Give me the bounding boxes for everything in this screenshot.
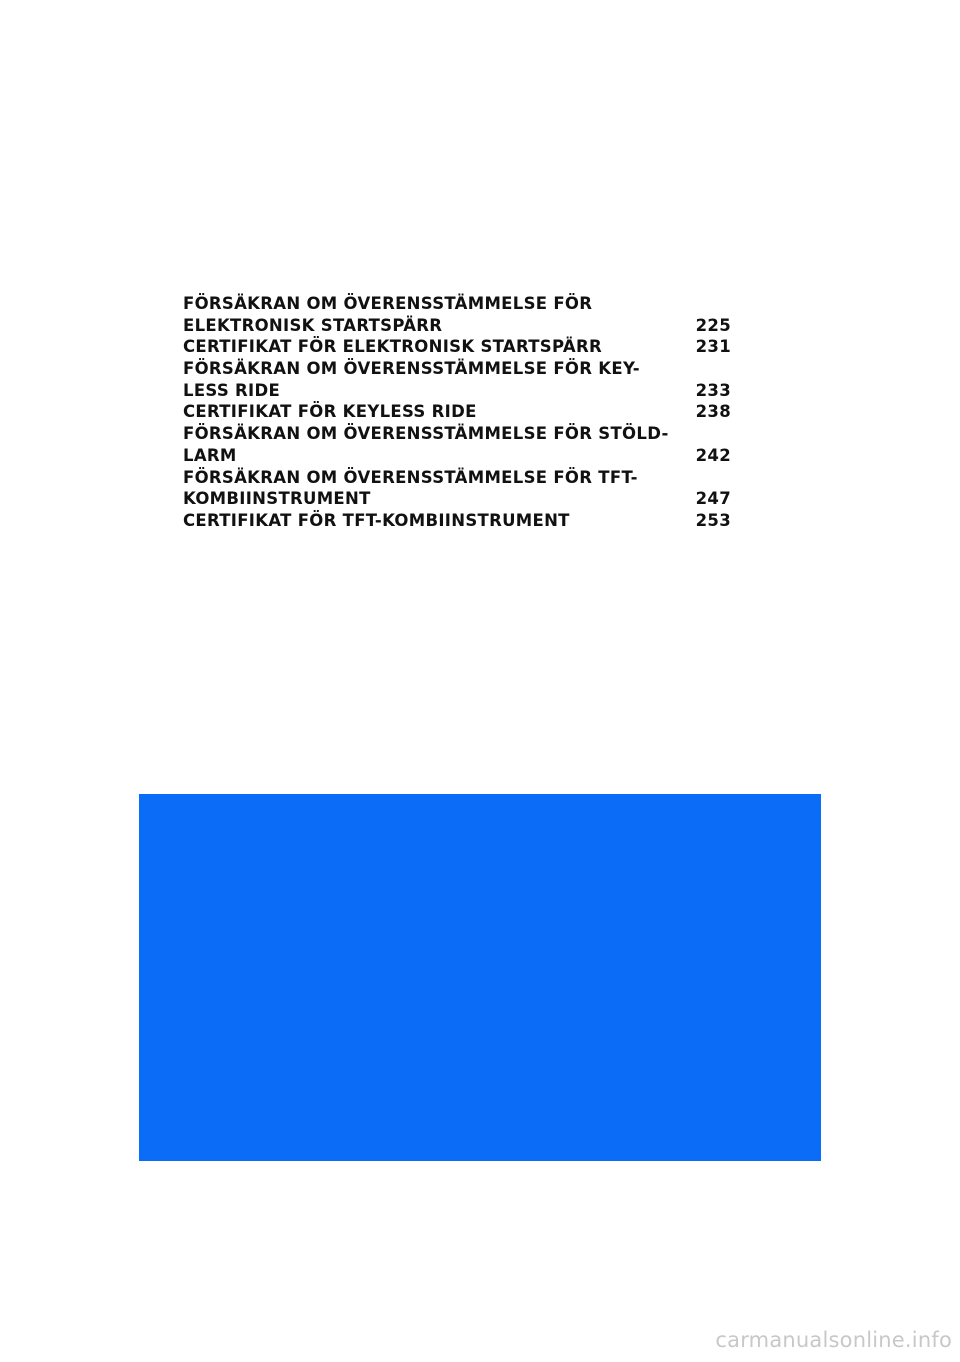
toc-entry-title: LARM (183, 445, 237, 465)
toc-entry-title: FÖRSÄKRAN OM ÖVERENSSTÄMMELSE FÖR (183, 294, 593, 313)
toc-entry-title: LESS RIDE (183, 380, 281, 400)
toc-line (183, 467, 731, 489)
toc-entry-title: KOMBIINSTRUMENT (183, 489, 371, 509)
toc-entry-title: CERTIFIKAT FÖR ELEKTRONISK STARTSPÄRR (183, 337, 602, 357)
toc-page-number: 247 (695, 489, 731, 509)
toc-entry-title: FÖRSÄKRAN OM ÖVERENSSTÄMMELSE FÖR STÖLD- (183, 424, 669, 444)
toc-line (183, 401, 731, 423)
toc-entry[interactable] (183, 423, 731, 466)
toc-page-number: 231 (695, 337, 731, 357)
toc-line (183, 315, 731, 337)
toc-line (183, 336, 731, 358)
toc-entry[interactable] (183, 358, 731, 401)
toc-line (183, 445, 731, 467)
toc-entry-title: ELEKTRONISK STARTSPÄRR (183, 315, 443, 335)
toc-line (183, 380, 731, 402)
site-watermark: carmanualsonline.info (715, 1328, 952, 1352)
toc-entry-title: CERTIFIKAT FÖR KEYLESS RIDE (183, 402, 477, 422)
toc-line (183, 358, 731, 380)
toc-entry-title: FÖRSÄKRAN OM ÖVERENSSTÄMMELSE FÖR TFT- (183, 467, 638, 487)
toc-entry[interactable] (183, 510, 731, 532)
toc-page-number: 242 (695, 445, 731, 465)
toc-line (183, 423, 731, 445)
toc-page-number: 233 (695, 380, 731, 400)
toc-line (183, 488, 731, 510)
toc-page-number: 225 (695, 315, 731, 335)
toc-entry[interactable] (183, 467, 731, 510)
toc-entry[interactable] (183, 336, 731, 358)
toc-entry[interactable] (183, 293, 731, 336)
toc-page-number: 238 (695, 402, 731, 422)
toc-entry-title: CERTIFIKAT FÖR TFT-KOMBIINSTRUMENT (183, 510, 570, 530)
toc-entry[interactable] (183, 401, 731, 423)
toc-line (183, 510, 731, 532)
table-of-contents (183, 293, 731, 532)
toc-entry-title: FÖRSÄKRAN OM ÖVERENSSTÄMMELSE FÖR KEY- (183, 359, 640, 379)
blue-color-panel (139, 794, 821, 1161)
toc-page-number: 253 (695, 510, 731, 530)
toc-line (183, 293, 731, 315)
